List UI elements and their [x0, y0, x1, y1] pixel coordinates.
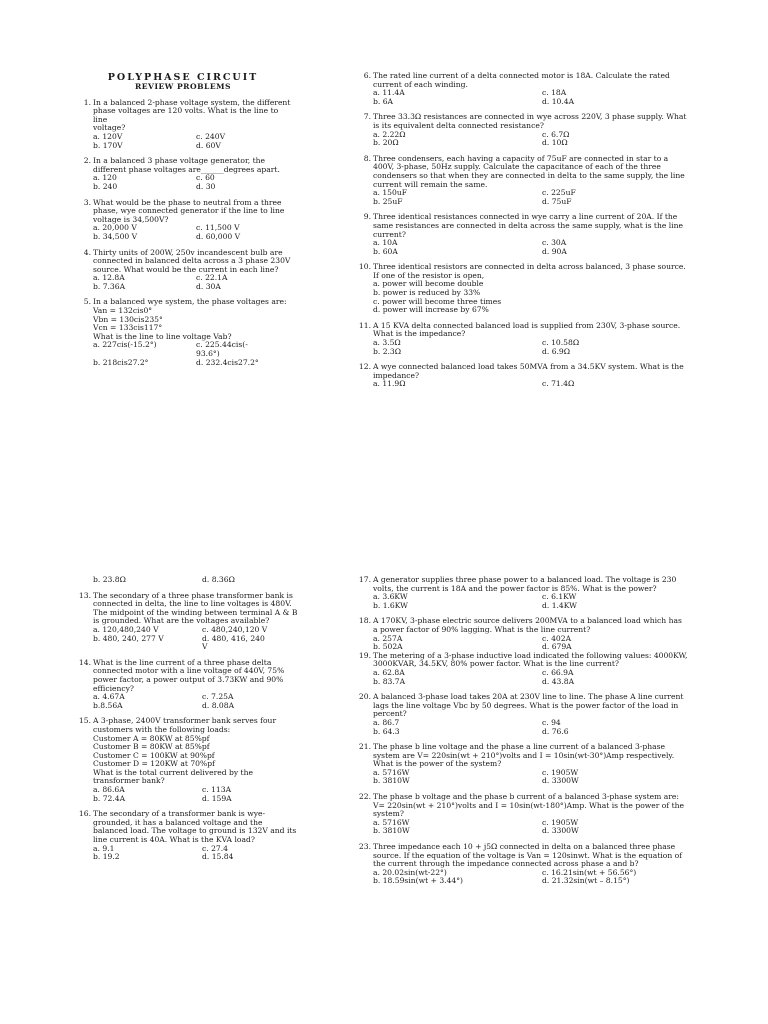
question-item — [353, 322, 705, 356]
answer-options — [373, 339, 705, 356]
answer-option: a. 120V — [93, 131, 123, 141]
answer-options — [373, 769, 705, 786]
answer-option: d. 232.4cis27.2° — [196, 357, 259, 367]
question-number: 10. — [358, 262, 371, 272]
column-top-left — [73, 72, 293, 374]
question-number: 13. — [78, 590, 91, 600]
answer-option: d. 60V — [196, 140, 221, 150]
answer-options — [373, 635, 705, 652]
question-item — [73, 810, 305, 862]
answer-option: d. 21.32sin(wt – 8.15°) — [542, 876, 630, 886]
answer-option: d. 1.4KW — [542, 600, 577, 610]
question-number: 20. — [358, 692, 371, 702]
question-item — [73, 99, 293, 151]
answer-option: d. 30A — [196, 281, 221, 291]
question-item — [353, 213, 705, 256]
answer-option: a. power will become double — [373, 279, 484, 289]
column-bottom-left — [73, 576, 305, 869]
answer-option: b. 502A — [373, 642, 403, 652]
answer-option: a. 3.5Ω — [373, 338, 401, 348]
question-number: 1. — [83, 97, 91, 107]
answer-option: d. 6.9Ω — [542, 346, 571, 356]
answer-option: a. 257A — [373, 633, 403, 643]
answer-option: d. power will increase by 67% — [373, 305, 489, 315]
answer-option: b. 18.59sin(wt + 3.44°) — [373, 876, 464, 886]
question-text: The phase b line voltage and the phase a line current of a balanced 3-phase system are V= 220sin(wt + 210°)volts and I = 10sin(wt-30°)Amp respectively. What is the power of the system? — [373, 742, 675, 769]
answer-option: b. 25uF — [373, 196, 403, 206]
answer-option: a. 4.67A — [93, 692, 125, 702]
answer-option: a. 150uF — [373, 188, 408, 198]
question-text: The rated line current of a delta connected motor is 18A. Calculate the rated current of each winding. — [373, 71, 670, 89]
answer-option: b. 60A — [373, 246, 398, 256]
answer-options — [373, 239, 705, 256]
answer-options — [373, 593, 705, 610]
question-text: What is the line current of a three phase delta connected motor with a line voltage of 440V, 75% power factor, a power output of 3.73KW and 90% efficiency? — [93, 657, 285, 693]
answer-option: d. 60,000 V — [196, 231, 241, 241]
answer-option: b. 480, 240, 277 V — [93, 633, 164, 643]
question-item — [353, 72, 705, 106]
question-text: Three impedance each 10 + j5Ω connected in delta on a balanced three phase source. If the equation of the voltage is Van = 120sinwt. What is the equation of the current through the impedance connected across phase a and b? — [373, 842, 683, 869]
answer-options — [93, 341, 293, 367]
answer-option: a. 9.1 — [93, 843, 115, 853]
answer-options — [373, 89, 705, 106]
question-number: 18. — [358, 616, 371, 626]
answer-option: a. 5716W — [373, 767, 410, 777]
answer-option: c. 27.4 — [202, 843, 228, 853]
question-text: Three 33.3Ω resistances are connected in wye across 220V, 3 phase supply. What is its equivalent delta connected resistance? — [373, 112, 687, 130]
answer-options — [373, 380, 705, 389]
answer-option: b. 2.3Ω — [373, 346, 402, 356]
answer-options — [93, 133, 293, 150]
answer-option: a. 3.6KW — [373, 592, 408, 602]
question-text: In a balanced 3 phase voltage generator, the different phase voltages are______degrees apart. — [93, 156, 280, 174]
answer-option: d. 90A — [542, 246, 567, 256]
column-bottom-right — [353, 576, 705, 893]
question-item — [353, 576, 705, 610]
question-number: 7. — [363, 112, 371, 122]
question-text: The phase b voltage and the phase b current of a balanced 3-phase system are: V= 220sin(wt + 210°)volts and I = 10sin(wt-180°)Amp. What is the power of the system? — [373, 792, 685, 819]
question-number: 21. — [358, 742, 371, 752]
question-item — [353, 743, 705, 786]
answer-option: c. 18A — [542, 88, 567, 98]
question-number: 15. — [78, 716, 91, 726]
answer-option: d. 159A — [202, 793, 232, 803]
answer-options — [373, 819, 705, 836]
answer-options — [373, 719, 705, 736]
answer-option: c. 16.21sin(wt + 56.56°) — [542, 867, 637, 877]
question-text: A generator supplies three phase power to a balanced load. The voltage is 230 volts, the current is 18A and the power factor is 85%. What is the power? — [373, 575, 677, 593]
answer-option: b. 34,500 V — [93, 231, 138, 241]
question-item — [73, 659, 305, 711]
answer-option: b. 20Ω — [373, 138, 399, 148]
answer-option: a. 120 — [93, 173, 117, 183]
question-text: A wye connected balanced load takes 50MVA from a 34.5KV system. What is the impedance? — [373, 362, 684, 380]
question-text: Three identical resistances connected in wye carry a line current of 20A. If the same resistances are connected in delta across the same supply, what is the line current? — [373, 212, 683, 239]
question-item — [73, 157, 293, 191]
answer-option: a. 120,480,240 V — [93, 624, 159, 634]
answer-option: d. 3300W — [542, 826, 579, 836]
answer-option: c. 11,500 V — [196, 223, 240, 233]
question-number: 16. — [78, 809, 91, 819]
answer-option: a. 62.8A — [373, 667, 405, 677]
answer-option: b. 170V — [93, 140, 123, 150]
answer-option: c. 480,240,120 V — [202, 624, 268, 634]
question-item — [73, 592, 305, 652]
question-number: 8. — [363, 153, 371, 163]
question-number: 9. — [363, 212, 371, 222]
question-text: Three condensers, each having a capacity of 75uF are connected in star to a 400V, 3-phase, 50Hz supply. Calculate the capacitance of each of the three condensers so that when they are connected in delta to the same supply, the line current will remain the same. — [373, 153, 685, 189]
answer-option: b. 1.6KW — [373, 600, 408, 610]
question-number: 11. — [358, 320, 371, 330]
answer-option: a. 227cis(-15.2°) — [93, 340, 157, 350]
question-text: In a balanced 2-phase voltage system, the different phase voltages are 120 volts. What is the line to line voltage? — [93, 97, 291, 133]
answer-option: a. 20,000 V — [93, 223, 137, 233]
answer-option: b. 64.3 — [373, 726, 400, 736]
answer-option: b. 19.2 — [93, 852, 120, 862]
question-item — [73, 576, 305, 585]
question-number: 6. — [363, 71, 371, 80]
answer-option: c. 225.44cis(- 93.6°) — [196, 340, 248, 359]
question-text: Thirty units of 200W, 250v incandescent bulb are connected in balanced delta across a 3 phase 230V source. What would be the current in each line? — [93, 247, 291, 274]
answer-option: c. 71.4Ω — [542, 379, 575, 389]
question-item — [353, 693, 705, 736]
question-text: A 3-phase, 2400V transformer bank serves four customers with the following loads: Customer A = 80KW at 85%pf Customer B = 80KW at 85%pf Customer C = 100KW at 90%pf Customer D = 120KW at 70%pf What is the total current delivered by the transformer bank? — [93, 716, 277, 786]
answer-options — [93, 693, 305, 710]
column-top-right — [353, 72, 705, 396]
answer-option: c. 10.58Ω — [542, 338, 580, 348]
answer-options — [373, 131, 705, 148]
answer-options — [93, 274, 293, 291]
answer-option: a. 86.7 — [373, 717, 400, 727]
answer-option: b. 23.8Ω — [93, 575, 126, 584]
question-item — [353, 617, 705, 651]
answer-option: c. 113A — [202, 785, 232, 795]
question-text: A 170KV, 3-phase electric source delivers 200MVA to a balanced load which has a power factor of 90% lagging. What is the line current? — [373, 616, 682, 634]
answer-option: a. 86.6A — [93, 785, 125, 795]
answer-option: b.8.56A — [93, 700, 123, 710]
answer-option: b. 3810W — [373, 776, 410, 786]
answer-option: c. 30A — [542, 238, 567, 248]
answer-option: d. 43.8A — [542, 676, 575, 686]
question-item — [353, 113, 705, 147]
question-number: 3. — [83, 197, 91, 207]
question-item — [73, 249, 293, 292]
answer-option: c. 66.9A — [542, 667, 574, 677]
answer-option: d. 8.36Ω — [202, 575, 235, 584]
answer-option: c. power will become three times — [373, 296, 502, 306]
answer-option: c. 240V — [196, 131, 226, 141]
question-number: 4. — [83, 247, 91, 257]
question-text: A 15 KVA delta connected balanced load is supplied from 230V, 3-phase source. What is the impedance? — [373, 320, 681, 339]
answer-option: d. 10.4A — [542, 96, 575, 106]
question-number: 22. — [358, 792, 371, 802]
question-item — [353, 843, 705, 886]
answer-option: c. 60 — [196, 173, 215, 183]
answer-option: d. 679A — [542, 642, 572, 652]
answer-option: a. 12.8A — [93, 273, 125, 283]
answer-option: c. 225uF — [542, 188, 576, 198]
document-title: POLYPHASE CIRCUIT — [107, 72, 259, 83]
answer-option: b. 3810W — [373, 826, 410, 836]
answer-option: d. 480, 416, 240 V — [202, 633, 265, 652]
answer-options — [93, 626, 305, 652]
question-text: The secondary of a transformer bank is wye- grounded, it has a balanced voltage and the balanced load. The voltage to ground is 132V and its line current is 40A. What is the KVA load? — [93, 809, 297, 845]
question-item — [353, 652, 705, 686]
question-item — [73, 717, 305, 803]
answer-option: a. 5716W — [373, 817, 410, 827]
question-text: A balanced 3-phase load takes 20A at 230V line to line. The phase A line current lags the line voltage Vbc by 50 degrees. What is the power factor of the load in percent? — [373, 692, 684, 719]
answer-option: d. 15.84 — [202, 852, 234, 862]
answer-options — [93, 576, 305, 585]
answer-option: c. 1905W — [542, 767, 579, 777]
answer-options — [93, 845, 305, 862]
answer-option: c. 22.1A — [196, 273, 228, 283]
question-item — [353, 363, 705, 389]
answer-option: a. 11.4A — [373, 88, 405, 98]
answer-option: c. 402A — [542, 633, 572, 643]
question-number: 14. — [78, 657, 91, 667]
answer-option: b. power is reduced by 33% — [373, 288, 481, 298]
question-number: 23. — [358, 842, 371, 852]
question-text: Three identical resistors are connected in delta across balanced, 3 phase source. If one of the resistor is open, — [373, 262, 686, 280]
answer-option: c. 6.7Ω — [542, 129, 570, 139]
answer-option: b. 83.7A — [373, 676, 406, 686]
answer-option: b. 6A — [373, 96, 394, 106]
answer-option: a. 2.22Ω — [373, 129, 406, 139]
question-text: The metering of a 3-phase inductive load indicated the following values: 4000KW, 3000KVAR, 34.5KV, 80% power factor. What is the line current? — [373, 650, 688, 669]
answer-options — [93, 786, 305, 803]
answer-option: c. 1905W — [542, 817, 579, 827]
answer-option: a. 10A — [373, 238, 398, 248]
question-number: 12. — [358, 362, 371, 372]
question-item — [73, 199, 293, 242]
document-subtitle: REVIEW PROBLEMS — [134, 82, 232, 91]
question-text: In a balanced wye system, the phase voltages are: Van = 132cis0° Vbn = 130cis235° Vcn = 133cis117° What is the line to line voltage Vab? — [93, 297, 287, 341]
answer-options — [93, 224, 293, 241]
answer-option: d. 75uF — [542, 196, 572, 206]
question-item — [353, 155, 705, 207]
answer-options — [373, 189, 705, 206]
question-text: What would be the phase to neutral from a three phase, wye connected generator if the line to line voltage is 34,500V? — [93, 197, 285, 224]
question-item — [353, 263, 705, 315]
answer-option: c. 6.1KW — [542, 592, 577, 602]
answer-option: c. 94 — [542, 717, 561, 727]
answer-option: d. 30 — [196, 181, 216, 191]
answer-option: d. 8.08A — [202, 700, 235, 710]
answer-option: a. 20.02sin(wt-22°) — [373, 867, 447, 877]
answer-option: d. 76.6 — [542, 726, 569, 736]
question-number: 17. — [358, 575, 371, 584]
answer-option: c. 7.25A — [202, 692, 234, 702]
answer-option: b. 218cis27.2° — [93, 357, 149, 367]
answer-options — [373, 669, 705, 686]
answer-options — [373, 869, 705, 886]
question-item — [353, 793, 705, 836]
answer-option: b. 240 — [93, 181, 118, 191]
answer-options — [93, 174, 293, 191]
answer-option: d. 3300W — [542, 776, 579, 786]
question-number: 2. — [83, 156, 91, 166]
answer-option: b. 72.4A — [93, 793, 126, 803]
answer-options — [373, 280, 705, 314]
answer-option: d. 10Ω — [542, 138, 568, 148]
question-number: 5. — [83, 297, 91, 307]
answer-option: a. 11.9Ω — [373, 379, 406, 389]
question-item — [73, 298, 293, 367]
question-number: 19. — [358, 650, 371, 660]
answer-option: b. 7.36A — [93, 281, 126, 291]
question-text: The secondary of a three phase transformer bank is connected in delta, the line to line voltages is 480V. The midpoint of the winding between terminal A & B is grounded. What are the voltages available? — [93, 590, 298, 626]
